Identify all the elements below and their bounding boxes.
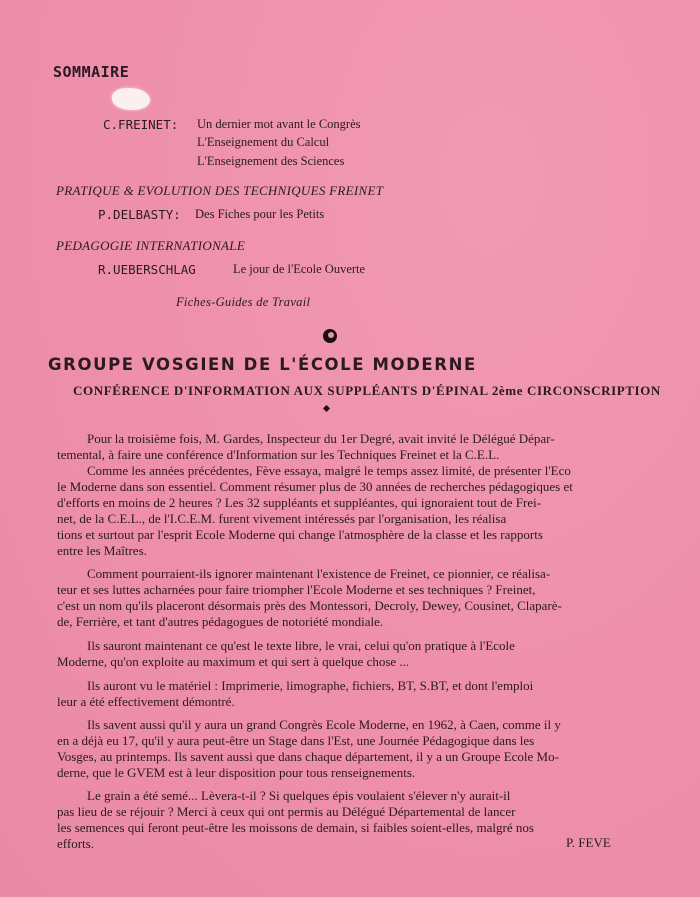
body-line: Pour la troisième fois, M. Gardes, Inspecteur du 1er Degré, avait invité le Délégué Dépar- bbox=[87, 431, 555, 446]
toc-entry: Un dernier mot avant le Congrès bbox=[197, 117, 361, 131]
body-line: derne, que le GVEM est à leur disposition pour tous renseignements. bbox=[57, 765, 416, 780]
body-line: Vosges, au printemps. Ils savent aussi que dans chaque département, il y a un Groupe Ecole Mo- bbox=[57, 749, 559, 764]
group-title: GROUPE VOSGIEN DE L'ÉCOLE MODERNE bbox=[48, 355, 477, 374]
body-line: leur a été effectivement démontré. bbox=[57, 694, 235, 709]
body-line: le Moderne dans son essentiel. Comment résumer plus de 30 années de recherches pédagogiques et bbox=[57, 479, 573, 494]
body-line: teur et ses luttes acharnées pour faire triompher l'Ecole Moderne et ses techniques ? Freinet, bbox=[57, 582, 536, 597]
body-line: les semences qui feront peut-être les moissons de demain, si faibles soient-elles, malgré nos bbox=[57, 820, 534, 835]
toc-author: P.DELBASTY: bbox=[98, 207, 181, 222]
sommaire-title: SOMMAIRE bbox=[53, 63, 130, 81]
signature: P. FEVE bbox=[566, 835, 611, 850]
body-line: Ils auront vu le matériel : Imprimerie, limographe, fichiers, BT, S.BT, et dont l'emploi bbox=[87, 678, 534, 693]
body-line: d'efforts en moins de 2 heures ? Les 32 suppléants et suppléantes, qui ignoraient tout de Frei- bbox=[57, 495, 542, 510]
toc-section-heading: PEDAGOGIE INTERNATIONALE bbox=[56, 238, 246, 253]
body-line: pas lieu de se réjouir ? Merci à ceux qui ont permis au Délégué Départemental de lancer bbox=[57, 804, 516, 819]
toc-footer: Fiches-Guides de Travail bbox=[176, 295, 311, 309]
toc-author: R.UEBERSCHLAG bbox=[98, 262, 196, 277]
body-line: temental, à faire une conférence d'Information sur les Techniques Freinet et la C.E.L. bbox=[57, 447, 500, 462]
toc-author: C.FREINET: bbox=[103, 117, 179, 132]
body-line: de, Ferrière, et tant d'autres pédagogues de notoriété mondiale. bbox=[57, 614, 384, 629]
body-line: en a déjà eu 17, qu'il y aura peut-être un Stage dans l'Est, une Journée Pédagogique dans les bbox=[57, 733, 535, 748]
body-line: net, de la C.E.L., de l'I.C.E.M. furent vivement intéressés par l'organisation, les réalisa bbox=[57, 511, 507, 526]
body-line: entre les Maîtres. bbox=[57, 543, 147, 558]
body-line: Le grain a été semé... Lèvera-t-il ? Si quelques épis voulaient s'élever n'y aurait-il bbox=[87, 788, 511, 803]
body-line: c'est un nom qu'ils placeront désormais près des Montessori, Decroly, Dewey, Cousinet, Claparè- bbox=[57, 598, 562, 613]
body-line: efforts. bbox=[57, 836, 94, 851]
ink-blot bbox=[112, 88, 150, 110]
body-line: Ils sauront maintenant ce qu'est le texte libre, le vrai, celui qu'on pratique à l'Ecole bbox=[87, 638, 515, 653]
body-line: tions et surtout par l'esprit Ecole Moderne qui change l'atmosphère de la classe et les rapports bbox=[57, 527, 543, 542]
toc-section-heading: PRATIQUE & EVOLUTION DES TECHNIQUES FREINET bbox=[56, 183, 384, 198]
ornament-icon bbox=[323, 329, 337, 343]
conference-title: CONFÉRENCE D'INFORMATION AUX SUPPLÉANTS D'ÉPINAL 2ème CIRCONSCRIPTION bbox=[73, 383, 661, 398]
toc-entry: Le jour de l'Ecole Ouverte bbox=[233, 262, 366, 276]
body-line: Comment pourraient-ils ignorer maintenant l'existence de Freinet, ce pionnier, ce réalisa- bbox=[87, 566, 551, 581]
toc-entry: L'Enseignement des Sciences bbox=[197, 154, 345, 168]
diamond-ornament-icon bbox=[323, 405, 330, 412]
body-line: Comme les années précédentes, Fève essaya, malgré le temps assez limité, de présenter l'Eco bbox=[87, 463, 571, 478]
toc-entry: L'Enseignement du Calcul bbox=[197, 135, 330, 149]
toc-entry: Des Fiches pour les Petits bbox=[195, 207, 325, 221]
body-line: Ils savent aussi qu'il y aura un grand Congrès Ecole Moderne, en 1962, à Caen, comme il y bbox=[87, 717, 561, 732]
body-line: Moderne, qu'on exploite au maximum et qui sert à quelque chose ... bbox=[57, 654, 410, 669]
